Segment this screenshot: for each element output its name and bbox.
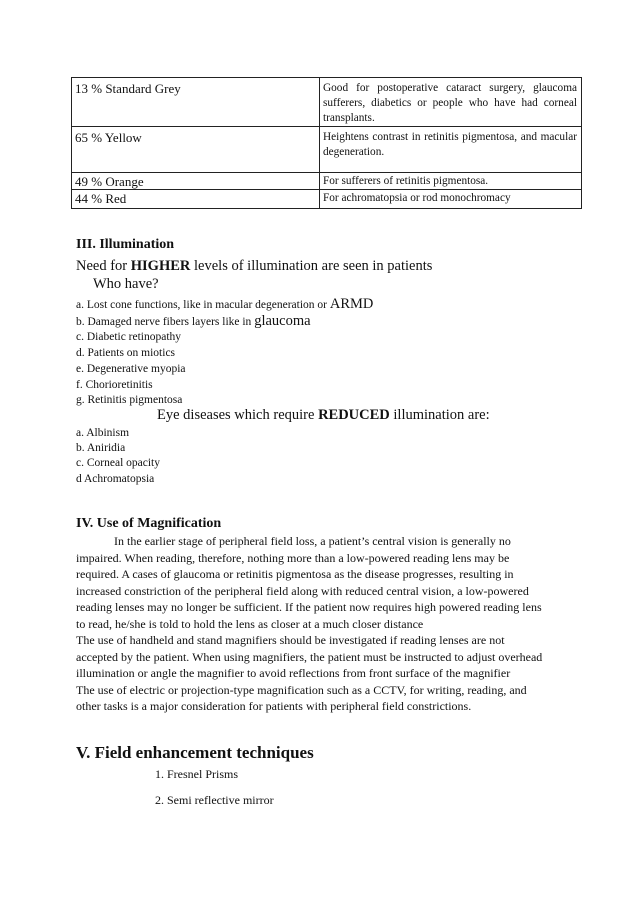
paragraph: The use of handheld and stand magnifiers should be investigated if reading lenses are not accepted by the patient. When using magnifiers, the patient must be instructed to adjust overhead illumination or angle the magnifier to avoid reflections from front surface of the magnifier xyxy=(76,633,543,680)
reduced-illumination-statement: Eye diseases which require REDUCED illumination are: xyxy=(157,407,490,423)
filter-name: 65 % Yellow xyxy=(72,127,320,173)
higher-illumination-statement: Need for HIGHER levels of illumination are seen in patients xyxy=(76,258,433,274)
filter-description: For sufferers of retinitis pigmentosa. xyxy=(320,173,582,190)
list-item: c. Diabetic retinopathy xyxy=(76,331,182,343)
list-item: f. Chorioretinitis xyxy=(76,379,153,391)
illumination-heading: III. Illumination xyxy=(76,237,175,252)
list-item: b. Damaged nerve fibers layers like in glaucoma xyxy=(76,313,311,329)
filter-description: For achromatopsia or rod monochromacy xyxy=(320,190,582,209)
list-item: a. Lost cone functions, like in macular degeneration or ARMD xyxy=(76,296,374,312)
magnification-heading: IV. Use of Magnification xyxy=(76,516,222,531)
who-have-question: Who have? xyxy=(93,276,159,292)
list-item: g. Retinitis pigmentosa xyxy=(76,394,183,406)
table-row xyxy=(72,173,582,190)
filter-description: Good for postoperative cataract surgery, glaucoma sufferers, diabetics or people who have had corneal transplants. xyxy=(320,78,582,127)
list-item: a. Albinism xyxy=(76,427,130,439)
magnification-body xyxy=(76,533,546,715)
list-item: c. Corneal opacity xyxy=(76,457,160,469)
filters-table xyxy=(71,77,582,209)
table-row xyxy=(72,190,582,209)
list-item: b. Aniridia xyxy=(76,442,126,454)
field-enhancement-heading: V. Field enhancement techniques xyxy=(76,743,314,762)
filter-name: 13 % Standard Grey xyxy=(72,78,320,127)
table-row xyxy=(72,127,582,173)
table-row xyxy=(72,78,582,127)
paragraph: The use of electric or projection-type magnification such as a CCTV, for writing, reading, and other tasks is a major consideration for patients with peripheral field constrictions. xyxy=(76,682,527,713)
list-item: d. Patients on miotics xyxy=(76,347,176,359)
list-item: 2. Semi reflective mirror xyxy=(155,793,274,807)
filter-name: 49 % Orange xyxy=(72,173,320,190)
list-item: d Achromatopsia xyxy=(76,473,155,485)
list-item: 1. Fresnel Prisms xyxy=(155,767,239,781)
filter-description: Heightens contrast in retinitis pigmentosa, and macular degeneration. xyxy=(320,127,582,173)
list-item: e. Degenerative myopia xyxy=(76,363,186,375)
paragraph: In the earlier stage of peripheral field loss, a patient’s central vision is generally no impaired. When reading, therefore, nothing more than a low-powered reading lens may be required. A cases of glaucoma or retinitis pigmentosa as the disease progresses, resulting in increased constriction of the peripheral field along with reduced central vision, a low-powered reading lenses may no longer be sufficient. If the patient now requires high powered reading lens to read, he/she is told to hold the lens as closer at a much closer distance xyxy=(76,534,542,631)
filter-name: 44 % Red xyxy=(72,190,320,209)
